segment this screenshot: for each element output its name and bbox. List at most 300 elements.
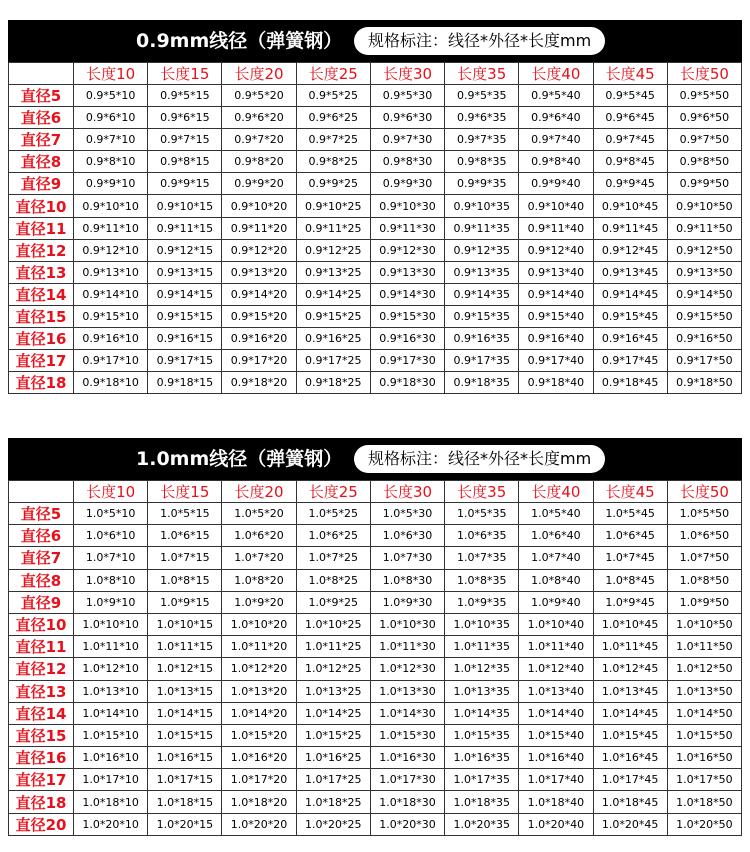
table-cell: 0.9*8*20 (222, 151, 296, 173)
table-cell: 0.9*17*40 (519, 350, 593, 372)
table-cell: 0.9*16*30 (370, 328, 444, 350)
table-cell: 1.0*13*35 (445, 680, 519, 702)
table-cell: 1.0*20*15 (148, 813, 222, 835)
table-cell: 0.9*6*20 (222, 107, 296, 129)
table-cell: 1.0*5*10 (74, 503, 148, 525)
table-cell: 0.9*14*40 (519, 283, 593, 305)
row-header: 直径7 (9, 547, 74, 569)
column-header: 长度50 (667, 63, 741, 85)
table-cell: 0.9*16*10 (74, 328, 148, 350)
table-cell: 0.9*16*15 (148, 328, 222, 350)
table-cell: 0.9*11*45 (593, 217, 667, 239)
table-cell: 1.0*5*30 (370, 503, 444, 525)
column-header-row (9, 481, 742, 503)
table-cell: 0.9*12*35 (445, 239, 519, 261)
column-header: 长度40 (519, 63, 593, 85)
table-cell: 1.0*17*45 (593, 769, 667, 791)
table-cell: 0.9*8*25 (296, 151, 370, 173)
table-cell: 1.0*17*15 (148, 769, 222, 791)
table-cell: 0.9*9*35 (445, 173, 519, 195)
table-cell: 1.0*8*25 (296, 569, 370, 591)
table-cell: 0.9*8*15 (148, 151, 222, 173)
table-cell: 0.9*17*50 (667, 350, 741, 372)
table-row (9, 613, 742, 635)
row-header: 直径14 (9, 283, 74, 305)
table-cell: 1.0*6*15 (148, 525, 222, 547)
table-row (9, 791, 742, 813)
table-cell: 1.0*11*30 (370, 636, 444, 658)
column-header: 长度35 (445, 481, 519, 503)
table-row (9, 129, 742, 151)
table-cell: 0.9*7*40 (519, 129, 593, 151)
column-header: 长度20 (222, 481, 296, 503)
table-cell: 0.9*18*25 (296, 372, 370, 394)
row-header: 直径17 (9, 769, 74, 791)
table-cell: 1.0*6*10 (74, 525, 148, 547)
row-header: 直径8 (9, 569, 74, 591)
table-cell: 0.9*7*45 (593, 129, 667, 151)
table-cell: 1.0*15*10 (74, 724, 148, 746)
table-cell: 1.0*7*25 (296, 547, 370, 569)
table-row (9, 769, 742, 791)
column-header-row (9, 63, 742, 85)
table-cell: 0.9*10*20 (222, 195, 296, 217)
table-cell: 0.9*8*35 (445, 151, 519, 173)
table-cell: 1.0*5*20 (222, 503, 296, 525)
spec-table (8, 480, 742, 836)
table-cell: 0.9*13*50 (667, 261, 741, 283)
table-cell: 1.0*12*40 (519, 658, 593, 680)
column-header: 长度50 (667, 481, 741, 503)
table-cell: 1.0*15*25 (296, 724, 370, 746)
table-cell: 1.0*9*50 (667, 591, 741, 613)
table-row (9, 107, 742, 129)
table-cell: 1.0*7*20 (222, 547, 296, 569)
table-cell: 0.9*14*20 (222, 283, 296, 305)
table-cell: 1.0*14*35 (445, 702, 519, 724)
table-cell: 0.9*16*50 (667, 328, 741, 350)
table-cell: 0.9*5*40 (519, 85, 593, 107)
table-cell: 1.0*18*40 (519, 791, 593, 813)
table-cell: 0.9*13*45 (593, 261, 667, 283)
table-cell: 1.0*15*35 (445, 724, 519, 746)
table-cell: 0.9*14*35 (445, 283, 519, 305)
table-cell: 0.9*6*15 (148, 107, 222, 129)
table-cell: 1.0*12*20 (222, 658, 296, 680)
table-cell: 1.0*15*15 (148, 724, 222, 746)
table-row (9, 547, 742, 569)
table-cell: 1.0*11*10 (74, 636, 148, 658)
table-cell: 1.0*12*15 (148, 658, 222, 680)
table-cell: 1.0*15*50 (667, 724, 741, 746)
table-title: 1.0mm线径（弹簧钢） (136, 448, 343, 470)
table-row (9, 195, 742, 217)
table-cell: 1.0*13*20 (222, 680, 296, 702)
table-cell: 1.0*18*30 (370, 791, 444, 813)
row-header: 直径6 (9, 107, 74, 129)
row-header: 直径20 (9, 813, 74, 835)
table-cell: 1.0*17*10 (74, 769, 148, 791)
row-header: 直径12 (9, 658, 74, 680)
table-row (9, 305, 742, 327)
table-row (9, 813, 742, 835)
table-cell: 0.9*12*45 (593, 239, 667, 261)
table-cell: 0.9*13*40 (519, 261, 593, 283)
table-cell: 0.9*6*25 (296, 107, 370, 129)
table-cell: 0.9*9*45 (593, 173, 667, 195)
table-cell: 0.9*18*35 (445, 372, 519, 394)
table-cell: 0.9*18*20 (222, 372, 296, 394)
table-cell: 0.9*14*25 (296, 283, 370, 305)
row-header: 直径11 (9, 217, 74, 239)
table-cell: 1.0*16*15 (148, 747, 222, 769)
row-header: 直径13 (9, 680, 74, 702)
table-cell: 1.0*12*35 (445, 658, 519, 680)
table-cell: 0.9*13*15 (148, 261, 222, 283)
table-cell: 1.0*9*35 (445, 591, 519, 613)
table-cell: 0.9*6*50 (667, 107, 741, 129)
table-cell: 1.0*10*10 (74, 613, 148, 635)
table-cell: 0.9*13*25 (296, 261, 370, 283)
row-header: 直径8 (9, 151, 74, 173)
table-cell: 0.9*15*45 (593, 305, 667, 327)
table-cell: 1.0*16*35 (445, 747, 519, 769)
table-row (9, 658, 742, 680)
table-cell: 1.0*6*40 (519, 525, 593, 547)
spec-note-pill: 规格标注：线径*外径*长度mm (354, 445, 605, 473)
spec-note-pill: 规格标注：线径*外径*长度mm (354, 27, 605, 55)
table-cell: 1.0*17*40 (519, 769, 593, 791)
row-header: 直径9 (9, 173, 74, 195)
table-cell: 0.9*15*20 (222, 305, 296, 327)
column-header: 长度25 (296, 63, 370, 85)
table-cell: 1.0*11*20 (222, 636, 296, 658)
spec-table-block (8, 20, 742, 394)
row-header: 直径11 (9, 636, 74, 658)
table-cell: 1.0*13*40 (519, 680, 593, 702)
table-cell: 1.0*18*25 (296, 791, 370, 813)
table-row (9, 591, 742, 613)
table-cell: 1.0*20*35 (445, 813, 519, 835)
table-cell: 0.9*7*15 (148, 129, 222, 151)
table-row (9, 636, 742, 658)
row-header: 直径18 (9, 372, 74, 394)
row-header: 直径5 (9, 85, 74, 107)
table-cell: 1.0*14*10 (74, 702, 148, 724)
table-cell: 0.9*10*30 (370, 195, 444, 217)
table-cell: 1.0*20*40 (519, 813, 593, 835)
table-cell: 0.9*17*30 (370, 350, 444, 372)
table-cell: 0.9*10*40 (519, 195, 593, 217)
table-cell: 1.0*6*35 (445, 525, 519, 547)
table-cell: 0.9*11*15 (148, 217, 222, 239)
table-cell: 0.9*6*40 (519, 107, 593, 129)
table-cell: 0.9*15*35 (445, 305, 519, 327)
table-cell: 1.0*17*35 (445, 769, 519, 791)
table-cell: 1.0*12*50 (667, 658, 741, 680)
table-cell: 0.9*14*10 (74, 283, 148, 305)
table-cell: 1.0*7*45 (593, 547, 667, 569)
table-cell: 1.0*5*35 (445, 503, 519, 525)
row-header: 直径13 (9, 261, 74, 283)
table-cell: 1.0*10*35 (445, 613, 519, 635)
table-cell: 1.0*6*30 (370, 525, 444, 547)
table-cell: 0.9*14*50 (667, 283, 741, 305)
table-cell: 0.9*6*35 (445, 107, 519, 129)
table-row (9, 85, 742, 107)
row-header: 直径12 (9, 239, 74, 261)
table-cell: 0.9*5*10 (74, 85, 148, 107)
table-cell: 0.9*13*20 (222, 261, 296, 283)
table-cell: 0.9*15*50 (667, 305, 741, 327)
table-cell: 0.9*18*45 (593, 372, 667, 394)
table-cell: 0.9*10*35 (445, 195, 519, 217)
table-cell: 0.9*15*40 (519, 305, 593, 327)
table-cell: 0.9*9*15 (148, 173, 222, 195)
table-cell: 0.9*8*40 (519, 151, 593, 173)
table-cell: 1.0*20*45 (593, 813, 667, 835)
table-cell: 1.0*9*20 (222, 591, 296, 613)
table-cell: 1.0*7*35 (445, 547, 519, 569)
table-cell: 0.9*12*20 (222, 239, 296, 261)
table-cell: 0.9*5*25 (296, 85, 370, 107)
table-row (9, 328, 742, 350)
table-cell: 1.0*10*40 (519, 613, 593, 635)
table-cell: 0.9*15*30 (370, 305, 444, 327)
row-header: 直径9 (9, 591, 74, 613)
table-cell: 0.9*11*50 (667, 217, 741, 239)
table-cell: 1.0*16*45 (593, 747, 667, 769)
row-header: 直径7 (9, 129, 74, 151)
table-cell: 1.0*7*10 (74, 547, 148, 569)
table-cell: 0.9*10*15 (148, 195, 222, 217)
table-cell: 1.0*17*20 (222, 769, 296, 791)
column-header: 长度10 (74, 481, 148, 503)
table-cell: 0.9*12*40 (519, 239, 593, 261)
row-header: 直径17 (9, 350, 74, 372)
table-cell: 1.0*16*50 (667, 747, 741, 769)
table-cell: 0.9*5*45 (593, 85, 667, 107)
table-cell: 0.9*12*50 (667, 239, 741, 261)
row-header: 直径16 (9, 328, 74, 350)
table-cell: 0.9*8*30 (370, 151, 444, 173)
table-cell: 0.9*9*10 (74, 173, 148, 195)
table-cell: 0.9*11*25 (296, 217, 370, 239)
table-row (9, 173, 742, 195)
table-cell: 1.0*16*10 (74, 747, 148, 769)
row-header: 直径15 (9, 724, 74, 746)
table-cell: 0.9*17*45 (593, 350, 667, 372)
table-row (9, 239, 742, 261)
column-header: 长度45 (593, 63, 667, 85)
column-header: 长度30 (370, 63, 444, 85)
table-cell: 1.0*9*25 (296, 591, 370, 613)
table-cell: 0.9*17*25 (296, 350, 370, 372)
row-header: 直径10 (9, 195, 74, 217)
table-cell: 0.9*9*30 (370, 173, 444, 195)
table-cell: 0.9*17*15 (148, 350, 222, 372)
table-cell: 1.0*18*50 (667, 791, 741, 813)
table-cell: 0.9*18*40 (519, 372, 593, 394)
table-cell: 1.0*7*15 (148, 547, 222, 569)
table-row (9, 680, 742, 702)
table-cell: 0.9*5*20 (222, 85, 296, 107)
spec-table-block (8, 438, 742, 836)
table-cell: 1.0*8*50 (667, 569, 741, 591)
table-cell: 1.0*10*45 (593, 613, 667, 635)
table-cell: 1.0*12*30 (370, 658, 444, 680)
table-cell: 0.9*14*30 (370, 283, 444, 305)
table-cell: 1.0*13*10 (74, 680, 148, 702)
table-cell: 1.0*16*40 (519, 747, 593, 769)
table-cell: 0.9*7*30 (370, 129, 444, 151)
table-cell: 0.9*12*15 (148, 239, 222, 261)
table-cell: 1.0*20*20 (222, 813, 296, 835)
table-cell: 0.9*10*50 (667, 195, 741, 217)
table-cell: 1.0*5*40 (519, 503, 593, 525)
table-row (9, 503, 742, 525)
table-cell: 1.0*16*25 (296, 747, 370, 769)
table-cell: 1.0*13*45 (593, 680, 667, 702)
table-cell: 1.0*17*30 (370, 769, 444, 791)
table-cell: 1.0*5*25 (296, 503, 370, 525)
table-cell: 0.9*12*25 (296, 239, 370, 261)
table-row (9, 747, 742, 769)
table-cell: 0.9*6*45 (593, 107, 667, 129)
table-cell: 1.0*11*15 (148, 636, 222, 658)
table-cell: 0.9*9*25 (296, 173, 370, 195)
table-cell: 1.0*16*30 (370, 747, 444, 769)
table-cell: 1.0*15*20 (222, 724, 296, 746)
table-cell: 1.0*11*50 (667, 636, 741, 658)
table-cell: 0.9*17*35 (445, 350, 519, 372)
table-cell: 0.9*14*15 (148, 283, 222, 305)
table-cell: 0.9*15*25 (296, 305, 370, 327)
table-cell: 1.0*12*25 (296, 658, 370, 680)
table-row (9, 525, 742, 547)
table-cell: 1.0*10*30 (370, 613, 444, 635)
table-cell: 0.9*10*25 (296, 195, 370, 217)
table-cell: 0.9*15*15 (148, 305, 222, 327)
table-cell: 1.0*15*30 (370, 724, 444, 746)
column-header: 长度15 (148, 481, 222, 503)
table-cell: 1.0*13*25 (296, 680, 370, 702)
column-header: 长度25 (296, 481, 370, 503)
row-header: 直径18 (9, 791, 74, 813)
table-cell: 1.0*8*30 (370, 569, 444, 591)
table-cell: 0.9*13*30 (370, 261, 444, 283)
table-cell: 0.9*16*35 (445, 328, 519, 350)
table-cell: 1.0*9*45 (593, 591, 667, 613)
table-cell: 1.0*8*10 (74, 569, 148, 591)
table-cell: 0.9*9*40 (519, 173, 593, 195)
table-cell: 1.0*6*20 (222, 525, 296, 547)
table-cell: 1.0*16*20 (222, 747, 296, 769)
table-cell: 0.9*5*30 (370, 85, 444, 107)
table-row (9, 702, 742, 724)
row-header: 直径5 (9, 503, 74, 525)
row-header: 直径16 (9, 747, 74, 769)
table-row (9, 217, 742, 239)
table-cell: 1.0*6*50 (667, 525, 741, 547)
table-row (9, 372, 742, 394)
table-cell: 1.0*14*30 (370, 702, 444, 724)
table-cell: 0.9*16*40 (519, 328, 593, 350)
table-cell: 1.0*6*25 (296, 525, 370, 547)
table-cell: 0.9*10*45 (593, 195, 667, 217)
table-cell: 1.0*20*30 (370, 813, 444, 835)
table-row (9, 569, 742, 591)
table-cell: 1.0*18*15 (148, 791, 222, 813)
table-cell: 0.9*16*45 (593, 328, 667, 350)
table-cell: 0.9*7*10 (74, 129, 148, 151)
table-cell: 0.9*13*35 (445, 261, 519, 283)
table-cell: 1.0*14*15 (148, 702, 222, 724)
table-cell: 1.0*12*45 (593, 658, 667, 680)
table-cell: 0.9*18*10 (74, 372, 148, 394)
table-cell: 0.9*16*20 (222, 328, 296, 350)
table-cell: 0.9*17*20 (222, 350, 296, 372)
table-row (9, 261, 742, 283)
column-header: 长度15 (148, 63, 222, 85)
table-cell: 1.0*8*15 (148, 569, 222, 591)
table-row (9, 151, 742, 173)
table-cell: 1.0*7*30 (370, 547, 444, 569)
table-cell: 1.0*17*25 (296, 769, 370, 791)
table-cell: 0.9*11*30 (370, 217, 444, 239)
row-header: 直径6 (9, 525, 74, 547)
table-cell: 0.9*11*10 (74, 217, 148, 239)
table-cell: 0.9*13*10 (74, 261, 148, 283)
table-cell: 1.0*11*25 (296, 636, 370, 658)
table-cell: 1.0*5*45 (593, 503, 667, 525)
table-cell: 1.0*10*15 (148, 613, 222, 635)
table-row (9, 724, 742, 746)
table-cell: 1.0*14*45 (593, 702, 667, 724)
table-cell: 0.9*16*25 (296, 328, 370, 350)
table-cell: 0.9*8*50 (667, 151, 741, 173)
table-cell: 1.0*10*25 (296, 613, 370, 635)
table-row (9, 283, 742, 305)
table-cell: 0.9*17*10 (74, 350, 148, 372)
table-cell: 1.0*14*20 (222, 702, 296, 724)
table-cell: 0.9*7*20 (222, 129, 296, 151)
table-cell: 1.0*7*50 (667, 547, 741, 569)
table-cell: 0.9*7*50 (667, 129, 741, 151)
table-cell: 1.0*20*10 (74, 813, 148, 835)
table-cell: 0.9*18*50 (667, 372, 741, 394)
table-cell: 1.0*14*40 (519, 702, 593, 724)
table-cell: 1.0*11*45 (593, 636, 667, 658)
table-cell: 1.0*9*40 (519, 591, 593, 613)
table-cell: 0.9*15*10 (74, 305, 148, 327)
table-cell: 1.0*8*45 (593, 569, 667, 591)
table-cell: 0.9*11*20 (222, 217, 296, 239)
table-cell: 1.0*5*50 (667, 503, 741, 525)
table-cell: 1.0*14*50 (667, 702, 741, 724)
column-header: 长度30 (370, 481, 444, 503)
table-cell: 0.9*9*20 (222, 173, 296, 195)
table-cell: 0.9*11*40 (519, 217, 593, 239)
table-cell: 1.0*12*10 (74, 658, 148, 680)
table-cell: 1.0*18*35 (445, 791, 519, 813)
table-cell: 1.0*13*30 (370, 680, 444, 702)
table-cell: 1.0*11*35 (445, 636, 519, 658)
table-cell: 1.0*7*40 (519, 547, 593, 569)
table-cell: 1.0*9*10 (74, 591, 148, 613)
table-corner-cell (9, 63, 74, 85)
table-cell: 1.0*11*40 (519, 636, 593, 658)
